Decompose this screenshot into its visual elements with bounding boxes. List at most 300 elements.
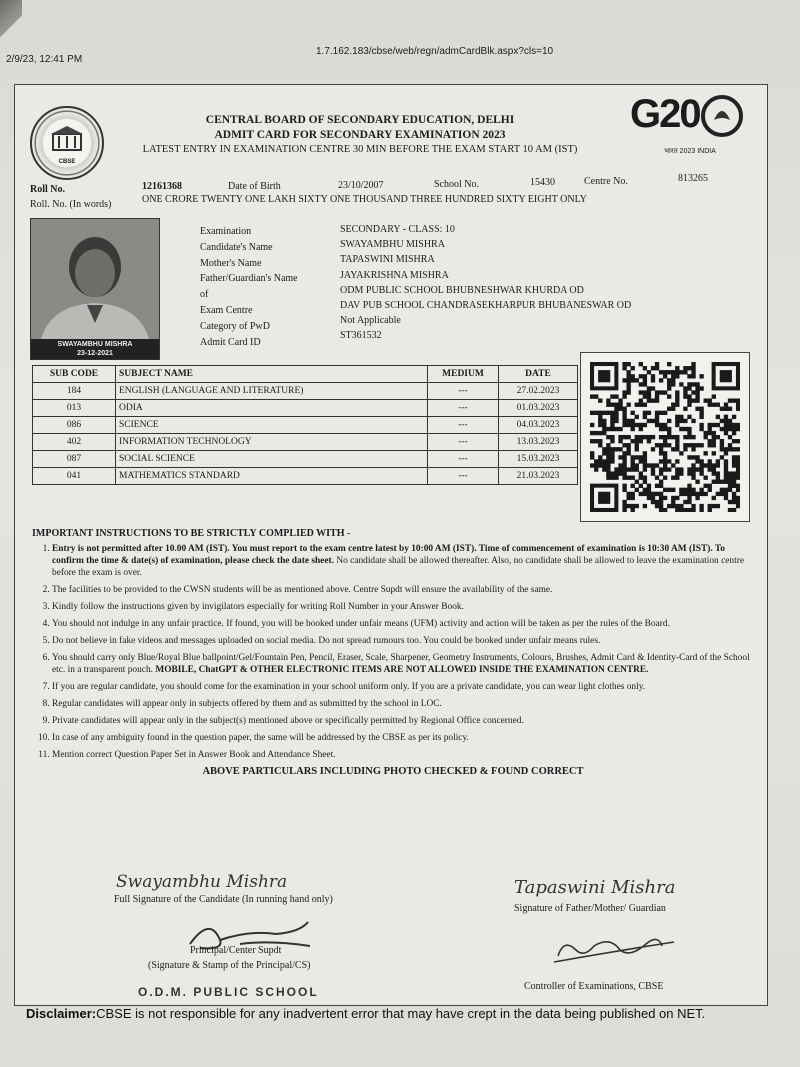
qr-module bbox=[651, 419, 655, 423]
qr-module bbox=[679, 382, 683, 386]
qr-module bbox=[708, 484, 712, 488]
qr-module bbox=[683, 390, 687, 394]
qr-module bbox=[659, 459, 663, 463]
qr-module bbox=[626, 492, 630, 496]
qr-module bbox=[590, 394, 594, 398]
qr-module bbox=[651, 471, 655, 475]
qr-module bbox=[667, 382, 671, 386]
qr-module bbox=[699, 492, 703, 496]
qr-module bbox=[687, 471, 691, 475]
qr-module bbox=[728, 447, 732, 451]
medium: --- bbox=[428, 417, 499, 434]
detail-label: Candidate's Name bbox=[200, 241, 273, 253]
qr-module bbox=[724, 451, 728, 455]
qr-module bbox=[614, 403, 618, 407]
sub-code: 087 bbox=[33, 451, 116, 468]
qr-module bbox=[732, 423, 736, 427]
qr-module bbox=[720, 488, 724, 492]
qr-module bbox=[699, 471, 703, 475]
qr-module bbox=[691, 419, 695, 423]
instruction-item bbox=[52, 543, 754, 579]
detail-value: DAV PUB SCHOOL CHANDRASEKHARPUR BHUBANESWAR OD bbox=[340, 300, 632, 311]
qr-module bbox=[683, 435, 687, 439]
qr-module bbox=[732, 500, 736, 504]
qr-module bbox=[643, 423, 647, 427]
qr-module bbox=[708, 508, 712, 512]
qr-module bbox=[679, 415, 683, 419]
qr-module bbox=[594, 467, 598, 471]
centre-label: Centre No. bbox=[584, 176, 628, 187]
qr-module bbox=[618, 467, 622, 471]
photo-name: SWAYAMBHU MISHRA bbox=[57, 341, 133, 348]
qr-module bbox=[699, 488, 703, 492]
qr-module bbox=[606, 455, 610, 459]
qr-module bbox=[659, 500, 663, 504]
qr-module bbox=[626, 447, 630, 451]
qr-module bbox=[687, 386, 691, 390]
qr-module bbox=[614, 476, 618, 480]
qr-module bbox=[728, 398, 732, 402]
qr-module bbox=[631, 366, 635, 370]
qr-module bbox=[598, 459, 602, 463]
qr-module bbox=[708, 504, 712, 508]
qr-module bbox=[614, 394, 618, 398]
qr-module bbox=[663, 439, 667, 443]
qr-module bbox=[736, 459, 740, 463]
qr-module bbox=[695, 496, 699, 500]
qr-module bbox=[687, 492, 691, 496]
qr-module bbox=[626, 443, 630, 447]
qr-module bbox=[622, 459, 626, 463]
qr-module bbox=[639, 484, 643, 488]
qr-module bbox=[736, 504, 740, 508]
qr-module bbox=[635, 463, 639, 467]
qr-module bbox=[724, 403, 728, 407]
qr-module bbox=[622, 504, 626, 508]
instruction-item bbox=[52, 618, 754, 630]
candidate-signature: Swayambhu Mishra bbox=[116, 872, 288, 892]
g20-logo bbox=[630, 92, 750, 162]
qr-module bbox=[598, 398, 602, 402]
qr-module bbox=[667, 504, 671, 508]
qr-module bbox=[606, 403, 610, 407]
qr-module bbox=[691, 382, 695, 386]
col-medium: MEDIUM bbox=[428, 366, 499, 383]
qr-module bbox=[712, 480, 716, 484]
qr-module bbox=[667, 435, 671, 439]
qr-module bbox=[655, 463, 659, 467]
qr-module bbox=[651, 386, 655, 390]
qr-module bbox=[671, 374, 675, 378]
qr-module bbox=[626, 370, 630, 374]
medium: --- bbox=[428, 400, 499, 417]
qr-module bbox=[598, 463, 602, 467]
qr-module bbox=[683, 488, 687, 492]
qr-module bbox=[598, 419, 602, 423]
qr-module bbox=[704, 398, 708, 402]
qr-module bbox=[635, 480, 639, 484]
qr-module bbox=[675, 419, 679, 423]
qr-module bbox=[651, 374, 655, 378]
roll-words-label: Roll. No. (In words) bbox=[30, 199, 112, 210]
qr-module bbox=[736, 476, 740, 480]
parent-signature: Tapaswini Mishra bbox=[514, 877, 676, 898]
qr-module bbox=[691, 435, 695, 439]
qr-module bbox=[606, 398, 610, 402]
qr-module bbox=[683, 370, 687, 374]
qr-module bbox=[614, 415, 618, 419]
qr-module bbox=[610, 427, 614, 431]
qr-module bbox=[659, 504, 663, 508]
qr-module bbox=[724, 492, 728, 496]
qr-module bbox=[626, 496, 630, 500]
detail-label: Examination bbox=[200, 226, 252, 237]
qr-module bbox=[716, 423, 720, 427]
qr-module bbox=[691, 447, 695, 451]
cbse-emblem-icon bbox=[49, 124, 85, 154]
qr-module bbox=[651, 447, 655, 451]
qr-module bbox=[643, 476, 647, 480]
qr-module bbox=[659, 423, 663, 427]
medium: --- bbox=[428, 383, 499, 400]
qr-module bbox=[712, 496, 716, 500]
qr-module bbox=[622, 451, 626, 455]
qr-module bbox=[667, 386, 671, 390]
qr-module bbox=[659, 480, 663, 484]
qr-module bbox=[679, 419, 683, 423]
qr-module bbox=[724, 447, 728, 451]
qr-module bbox=[720, 480, 724, 484]
qr-module bbox=[643, 455, 647, 459]
qr-module bbox=[708, 488, 712, 492]
school-label: School No. bbox=[434, 179, 479, 190]
qr-module bbox=[663, 459, 667, 463]
qr-module bbox=[724, 488, 728, 492]
qr-module bbox=[610, 411, 614, 415]
exam-date: 15.03.2023 bbox=[499, 451, 578, 468]
disclaimer bbox=[26, 1006, 705, 1021]
table-row bbox=[33, 468, 578, 485]
qr-module bbox=[631, 492, 635, 496]
qr-module bbox=[732, 484, 736, 488]
instruction-text: Kindly follow the instructions given by invigilators especially for writing Roll Number in your Answer Book. bbox=[52, 602, 464, 612]
qr-module bbox=[724, 480, 728, 484]
qr-module bbox=[655, 492, 659, 496]
qr-module bbox=[651, 467, 655, 471]
qr-module bbox=[643, 366, 647, 370]
qr-module bbox=[695, 467, 699, 471]
qr-module bbox=[675, 394, 679, 398]
qr-module bbox=[663, 488, 667, 492]
entry-notice: LATEST ENTRY IN EXAMINATION CENTRE 30 MIN BEFORE THE EXAM START 10 AM (IST) bbox=[142, 144, 578, 155]
qr-module bbox=[732, 455, 736, 459]
qr-module bbox=[732, 431, 736, 435]
qr-module bbox=[663, 374, 667, 378]
qr-module bbox=[590, 455, 594, 459]
qr-module bbox=[736, 423, 740, 427]
qr-module bbox=[736, 447, 740, 451]
sub-code: 402 bbox=[33, 434, 116, 451]
qr-module bbox=[667, 427, 671, 431]
qr-module bbox=[651, 500, 655, 504]
instruction-text: Do not believe in fake videos and messages uploaded on social media. Do not spread rumours too. You could be booked under unfair means rules. bbox=[52, 636, 601, 646]
qr-module bbox=[732, 459, 736, 463]
qr-module bbox=[736, 484, 740, 488]
verification-statement: ABOVE PARTICULARS INCLUDING PHOTO CHECKED & FOUND CORRECT bbox=[202, 766, 584, 777]
qr-module bbox=[643, 394, 647, 398]
qr-module bbox=[699, 386, 703, 390]
qr-module bbox=[691, 504, 695, 508]
qr-module bbox=[691, 370, 695, 374]
qr-module bbox=[606, 463, 610, 467]
qr-module bbox=[598, 455, 602, 459]
qr-module bbox=[659, 496, 663, 500]
qr-module bbox=[594, 411, 598, 415]
qr-module bbox=[602, 447, 606, 451]
qr-module bbox=[724, 423, 728, 427]
subject-name: ENGLISH (LANGUAGE AND LITERATURE) bbox=[116, 383, 428, 400]
qr-module bbox=[618, 471, 622, 475]
qr-module bbox=[675, 447, 679, 451]
qr-module bbox=[622, 476, 626, 480]
qr-module bbox=[675, 496, 679, 500]
disclaimer-text: CBSE is not responsible for any inadvertent error that may have crept in the data being published on NET. bbox=[96, 1006, 706, 1021]
qr-module bbox=[663, 443, 667, 447]
qr-module bbox=[610, 459, 614, 463]
qr-module bbox=[675, 459, 679, 463]
instruction-text: Regular candidates will appear only in subjects offered by them and as submitted by the school in LOC. bbox=[52, 699, 442, 709]
qr-module bbox=[622, 467, 626, 471]
disclaimer-label: Disclaimer: bbox=[26, 1006, 97, 1021]
sub-code: 041 bbox=[33, 468, 116, 485]
qr-code-icon bbox=[590, 362, 740, 512]
qr-module bbox=[614, 447, 618, 451]
qr-module bbox=[712, 431, 716, 435]
qr-module bbox=[667, 419, 671, 423]
qr-module bbox=[704, 435, 708, 439]
qr-module bbox=[671, 447, 675, 451]
qr-module bbox=[631, 427, 635, 431]
qr-module bbox=[724, 431, 728, 435]
qr-module bbox=[626, 362, 630, 366]
qr-module bbox=[691, 508, 695, 512]
qr-module bbox=[643, 459, 647, 463]
qr-module bbox=[635, 467, 639, 471]
qr-module bbox=[736, 467, 740, 471]
qr-finder bbox=[720, 370, 732, 382]
qr-module bbox=[651, 398, 655, 402]
qr-module bbox=[683, 500, 687, 504]
qr-module bbox=[594, 431, 598, 435]
qr-module bbox=[687, 374, 691, 378]
instruction-item bbox=[52, 652, 754, 676]
qr-module bbox=[687, 500, 691, 504]
candidate-portrait bbox=[31, 219, 159, 339]
qr-module bbox=[724, 471, 728, 475]
qr-module bbox=[712, 435, 716, 439]
principal-stamp-label: (Signature & Stamp of the Principal/CS) bbox=[148, 960, 311, 971]
qr-module bbox=[618, 447, 622, 451]
qr-module bbox=[712, 443, 716, 447]
qr-module bbox=[699, 415, 703, 419]
qr-module bbox=[643, 463, 647, 467]
instruction-text: If you are regular candidate, you should come for the examination in your school uniform only. If you are a private candidate, you can wear light clothes only. bbox=[52, 682, 646, 692]
qr-module bbox=[655, 423, 659, 427]
qr-module bbox=[687, 366, 691, 370]
qr-module bbox=[732, 447, 736, 451]
qr-module bbox=[712, 471, 716, 475]
qr-module bbox=[590, 423, 594, 427]
qr-module bbox=[716, 492, 720, 496]
qr-module bbox=[712, 504, 716, 508]
qr-module bbox=[647, 484, 651, 488]
qr-module bbox=[699, 411, 703, 415]
qr-module bbox=[720, 455, 724, 459]
instruction-item bbox=[52, 584, 754, 596]
qr-module bbox=[622, 463, 626, 467]
qr-module bbox=[610, 435, 614, 439]
qr-module bbox=[679, 370, 683, 374]
qr-module bbox=[695, 390, 699, 394]
qr-module bbox=[635, 455, 639, 459]
detail-value: SECONDARY - CLASS: 10 bbox=[340, 224, 455, 235]
qr-module bbox=[687, 415, 691, 419]
subject-name: SCIENCE bbox=[116, 417, 428, 434]
qr-module bbox=[631, 374, 635, 378]
qr-module bbox=[655, 362, 659, 366]
qr-module bbox=[626, 403, 630, 407]
qr-module bbox=[626, 378, 630, 382]
admit-card-title: ADMIT CARD FOR SECONDARY EXAMINATION 2023 bbox=[214, 129, 506, 141]
qr-module bbox=[643, 504, 647, 508]
qr-module bbox=[675, 476, 679, 480]
qr-module bbox=[598, 423, 602, 427]
qr-module bbox=[622, 443, 626, 447]
qr-module bbox=[687, 484, 691, 488]
qr-module bbox=[683, 366, 687, 370]
page-fold bbox=[0, 0, 22, 40]
qr-module bbox=[724, 427, 728, 431]
qr-module bbox=[675, 403, 679, 407]
qr-module bbox=[639, 455, 643, 459]
qr-module bbox=[687, 394, 691, 398]
qr-module bbox=[626, 382, 630, 386]
qr-module bbox=[643, 378, 647, 382]
qr-module bbox=[691, 467, 695, 471]
exam-date: 13.03.2023 bbox=[499, 434, 578, 451]
instruction-item bbox=[52, 715, 754, 727]
qr-module bbox=[639, 390, 643, 394]
qr-module bbox=[622, 435, 626, 439]
qr-module bbox=[614, 471, 618, 475]
detail-label: Admit Card ID bbox=[200, 336, 261, 348]
qr-module bbox=[691, 488, 695, 492]
qr-module bbox=[606, 476, 610, 480]
table-row bbox=[33, 383, 578, 400]
qr-module bbox=[675, 390, 679, 394]
detail-value: ST361532 bbox=[340, 330, 382, 342]
qr-module bbox=[659, 447, 663, 451]
qr-module bbox=[663, 463, 667, 467]
qr-module bbox=[728, 435, 732, 439]
qr-module bbox=[635, 443, 639, 447]
qr-module bbox=[631, 419, 635, 423]
qr-module bbox=[626, 476, 630, 480]
qr-module bbox=[728, 508, 732, 512]
exam-date: 01.03.2023 bbox=[499, 400, 578, 417]
qr-module bbox=[647, 496, 651, 500]
qr-module bbox=[590, 463, 594, 467]
qr-module bbox=[699, 423, 703, 427]
qr-module bbox=[639, 492, 643, 496]
qr-module bbox=[704, 451, 708, 455]
qr-module bbox=[671, 463, 675, 467]
qr-module bbox=[663, 476, 667, 480]
qr-module bbox=[675, 423, 679, 427]
qr-module bbox=[651, 366, 655, 370]
qr-module bbox=[720, 492, 724, 496]
qr-module bbox=[655, 504, 659, 508]
qr-module bbox=[622, 419, 626, 423]
qr-module bbox=[732, 480, 736, 484]
qr-module bbox=[606, 443, 610, 447]
qr-module bbox=[679, 488, 683, 492]
medium: --- bbox=[428, 451, 499, 468]
qr-module bbox=[643, 415, 647, 419]
qr-module bbox=[720, 447, 724, 451]
qr-module bbox=[732, 496, 736, 500]
qr-module bbox=[631, 459, 635, 463]
qr-module bbox=[622, 488, 626, 492]
qr-module bbox=[655, 443, 659, 447]
qr-module bbox=[720, 443, 724, 447]
qr-module bbox=[695, 455, 699, 459]
qr-module bbox=[675, 508, 679, 512]
qr-module bbox=[663, 467, 667, 471]
detail-value: Not Applicable bbox=[340, 315, 401, 327]
qr-module bbox=[659, 411, 663, 415]
detail-label: of bbox=[200, 289, 209, 301]
qr-module bbox=[655, 366, 659, 370]
qr-module bbox=[708, 459, 712, 463]
dob-label: Date of Birth bbox=[228, 181, 281, 192]
qr-module bbox=[667, 459, 671, 463]
qr-module bbox=[667, 394, 671, 398]
qr-module bbox=[643, 390, 647, 394]
parent-signature-label: Signature of Father/Mother/ Guardian bbox=[514, 903, 666, 914]
qr-module bbox=[647, 386, 651, 390]
qr-module bbox=[691, 492, 695, 496]
qr-module bbox=[724, 419, 728, 423]
qr-module bbox=[720, 439, 724, 443]
qr-module bbox=[639, 439, 643, 443]
qr-module bbox=[639, 398, 643, 402]
cbse-logo bbox=[30, 106, 104, 180]
qr-module bbox=[639, 362, 643, 366]
qr-module bbox=[639, 471, 643, 475]
qr-module bbox=[618, 398, 622, 402]
qr-module bbox=[602, 423, 606, 427]
qr-module bbox=[728, 480, 732, 484]
dob-value: 23/10/2007 bbox=[338, 180, 384, 191]
qr-module bbox=[663, 423, 667, 427]
qr-module bbox=[622, 415, 626, 419]
qr-module bbox=[675, 374, 679, 378]
qr-module bbox=[635, 423, 639, 427]
photo-date: 23-12-2021 bbox=[77, 350, 113, 357]
qr-module bbox=[716, 415, 720, 419]
qr-module bbox=[724, 463, 728, 467]
